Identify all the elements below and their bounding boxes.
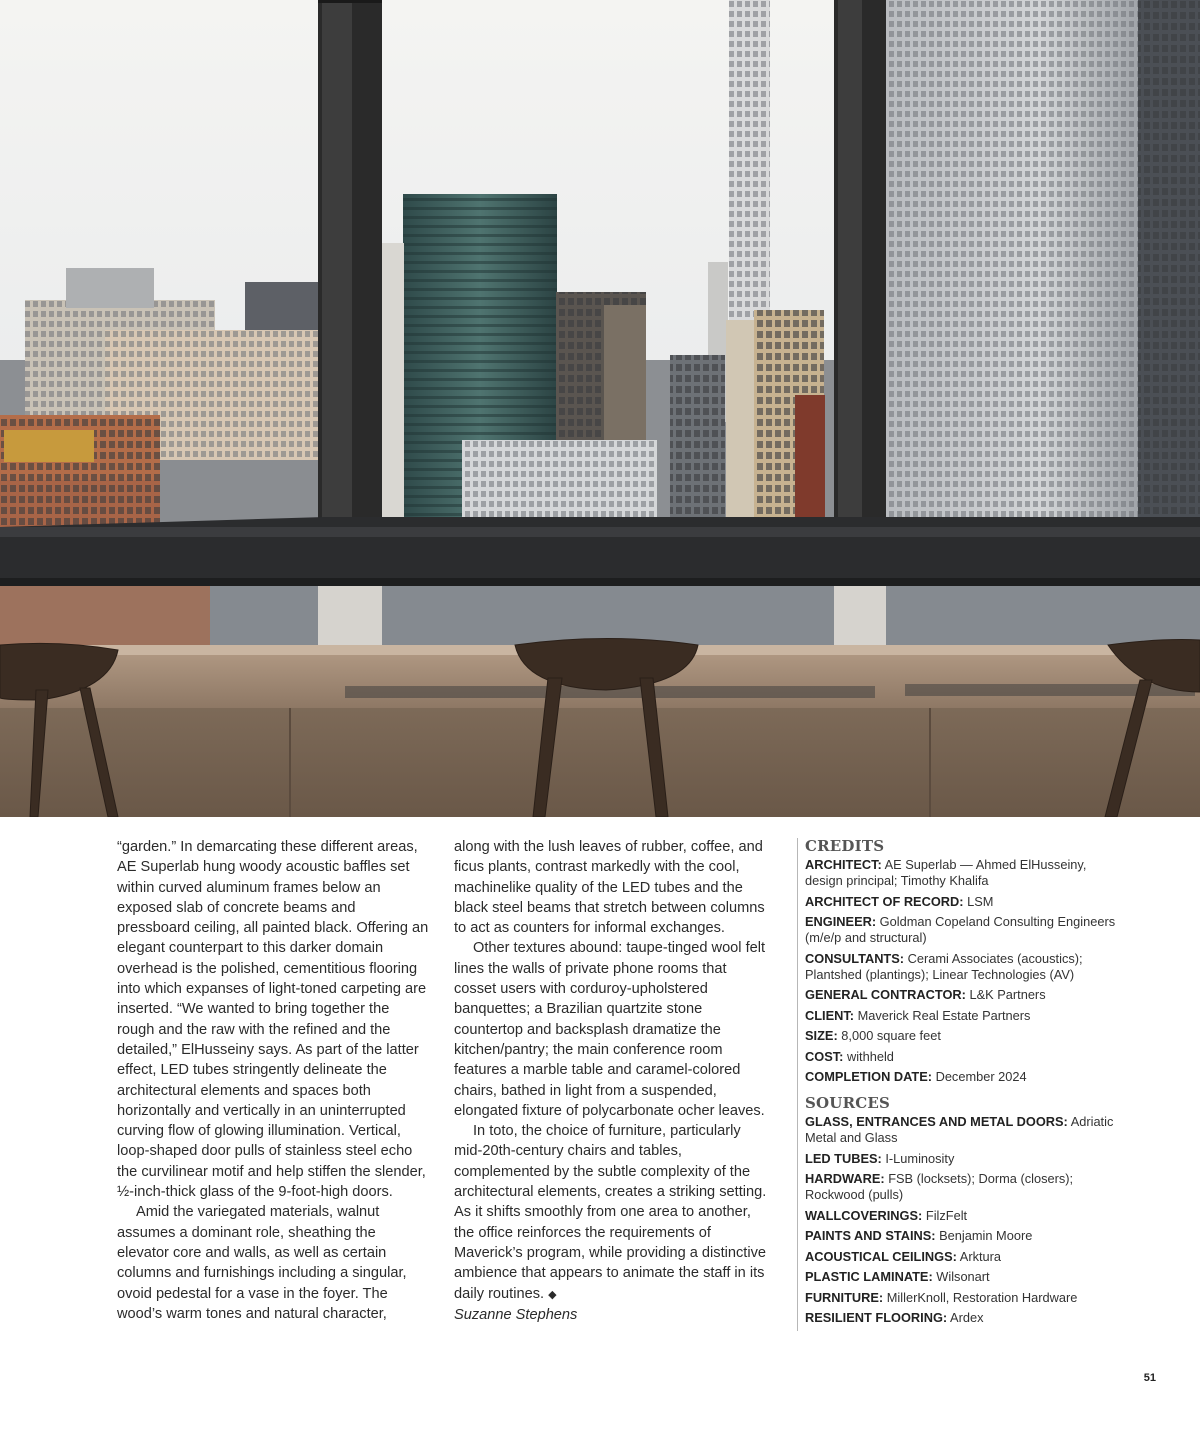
source-item: [805, 1171, 1117, 1203]
credit-value: L&K Partners: [969, 987, 1046, 1002]
author-byline: Suzanne Stephens: [454, 1306, 578, 1323]
credit-item: [805, 1028, 1117, 1044]
source-value: I-Luminosity: [885, 1150, 955, 1166]
credit-label: ENGINEER:: [805, 914, 877, 929]
end-mark-icon: ◆: [548, 1288, 557, 1301]
credit-label: ARCHITECT:: [805, 857, 882, 872]
credit-value: Cerami Associates (acoustics); Plantshed (plantings); Linear Technologies (AV): [805, 950, 1083, 982]
sources-heading: SOURCES: [805, 1094, 891, 1112]
credit-item: [805, 951, 1117, 983]
paragraph: “garden.” In demarcating these different areas, AE Superlab hung woody acoustic baffles set within curved aluminum frames below an exposed slab of concrete beams and pressboard ceiling, all painted black. Offering an elegant counterpart to this darker domain overhead is the polished, cementitious flooring into which expanses of light-toned carpeting are inserted. “We wanted to bring together the rough and the raw with the refined and the detailed,” ElHusseiny says. As part of the latter effect, LED tubes stringently delineate the architectural elements and spaces both horizontally and vertically in an uninterrupted curving flow of glowing illumination. Vertical, loop-shaped door pulls of stainless steel echo the curvilinear motif and help stiffen the slender, ½-inch-thick glass of the 9-foot-high doors.: [117, 839, 429, 1201]
credits-heading: CREDITS: [805, 837, 885, 855]
credit-item: [805, 1008, 1117, 1024]
source-item: [805, 1228, 1117, 1244]
credit-label: GENERAL CONTRACTOR:: [805, 987, 966, 1002]
credit-value: Maverick Real Estate Partners: [857, 1007, 1031, 1023]
source-value: Arktura: [959, 1248, 1002, 1264]
credit-label: ARCHITECT OF RECORD:: [805, 893, 964, 909]
credit-item: [805, 1069, 1117, 1085]
paragraph: Amid the variegated materials, walnut assumes a dominant role, sheathing the elevator core and walls, as well as certain columns and furnishings including a singular, ovoid pedestal for a vase in the foyer. The wood’s warm tones and natural character,: [117, 1204, 407, 1322]
source-label: FURNITURE:: [805, 1289, 884, 1305]
source-value: FilzFelt: [925, 1207, 968, 1223]
credit-label: COMPLETION DATE:: [805, 1069, 933, 1084]
paragraph: Other textures abound: taupe-tinged wool felt lines the walls of private phone rooms that cosset users with corduroy-upholstered banquettes; a Brazilian quartzite stone countertop and backsplash dramatize the kitchen/pantry; the main conference room features a marble table and caramel-colored chairs, bathed in light from a suspended, elongated fixture of polycarbonate ocher leaves.: [454, 940, 766, 1119]
source-item: [805, 1114, 1117, 1146]
paragraph: [454, 1121, 768, 1305]
credit-value: December 2024: [935, 1069, 1027, 1084]
credit-value: Goldman Copeland Consulting Engineers (m/e/p and structural): [805, 914, 1116, 945]
credit-label: COST:: [805, 1048, 844, 1064]
paragraph: along with the lush leaves of rubber, coffee, and ficus plants, contrast markedly with the cool, machinelike quality of the LED tubes and the black steel beams that stretch between columns to act as counters for informal exchanges.: [454, 839, 765, 937]
body-column-1: [117, 837, 429, 1324]
source-item: [805, 1310, 1117, 1326]
paragraph-text: In toto, the choice of furniture, particularly mid-20th-century chairs and tables, complemented by the subtle complexity of the architectural elements, creates a striking setting. As it shifts smoothly from one area to another, the office reinforces the requirements of Maverick’s program, while providing a distinctive ambience that appears to animate the staff in its daily routines.: [454, 1123, 767, 1302]
credit-item: [805, 914, 1117, 946]
source-item: [805, 1208, 1117, 1224]
credit-label: CLIENT:: [805, 1007, 855, 1023]
source-item: [805, 1269, 1117, 1285]
source-label: ACOUSTICAL CEILINGS:: [805, 1248, 957, 1264]
source-value: Benjamin Moore: [939, 1228, 1033, 1243]
credit-item: [805, 1049, 1117, 1065]
source-label: PLASTIC LAMINATE:: [805, 1269, 933, 1284]
source-label: RESILIENT FLOORING:: [805, 1310, 948, 1325]
credit-item: [805, 894, 1117, 910]
credit-value: withheld: [846, 1048, 894, 1064]
source-label: LED TUBES:: [805, 1150, 882, 1166]
credit-value: 8,000 square feet: [841, 1028, 941, 1043]
credit-item: [805, 857, 1117, 889]
source-label: HARDWARE:: [805, 1171, 885, 1186]
source-value: Adriatic Metal and Glass: [805, 1114, 1114, 1145]
credit-value: AE Superlab — Ahmed ElHusseiny, design principal; Timothy Khalifa: [805, 857, 1087, 888]
credit-item: [805, 987, 1117, 1003]
credit-label: SIZE:: [805, 1028, 838, 1043]
source-value: Wilsonart: [936, 1269, 990, 1284]
source-value: FSB (locksets); Dorma (closers); Rockwood (pulls): [805, 1171, 1074, 1202]
credit-value: LSM: [967, 893, 994, 909]
source-item: [805, 1249, 1117, 1265]
credit-label: CONSULTANTS:: [805, 950, 905, 966]
source-value: MillerKnoll, Restoration Hardware: [886, 1289, 1078, 1305]
body-column-2: [454, 837, 768, 1325]
source-item: [805, 1290, 1117, 1306]
source-item: [805, 1151, 1117, 1167]
source-label: GLASS, ENTRANCES AND METAL DOORS:: [805, 1114, 1068, 1129]
source-label: PAINTS AND STAINS:: [805, 1228, 936, 1243]
source-label: WALLCOVERINGS:: [805, 1207, 923, 1223]
page-number: 51: [1143, 1372, 1156, 1384]
credits-sidebar: [797, 838, 1117, 1331]
source-value: Ardex: [950, 1310, 984, 1325]
